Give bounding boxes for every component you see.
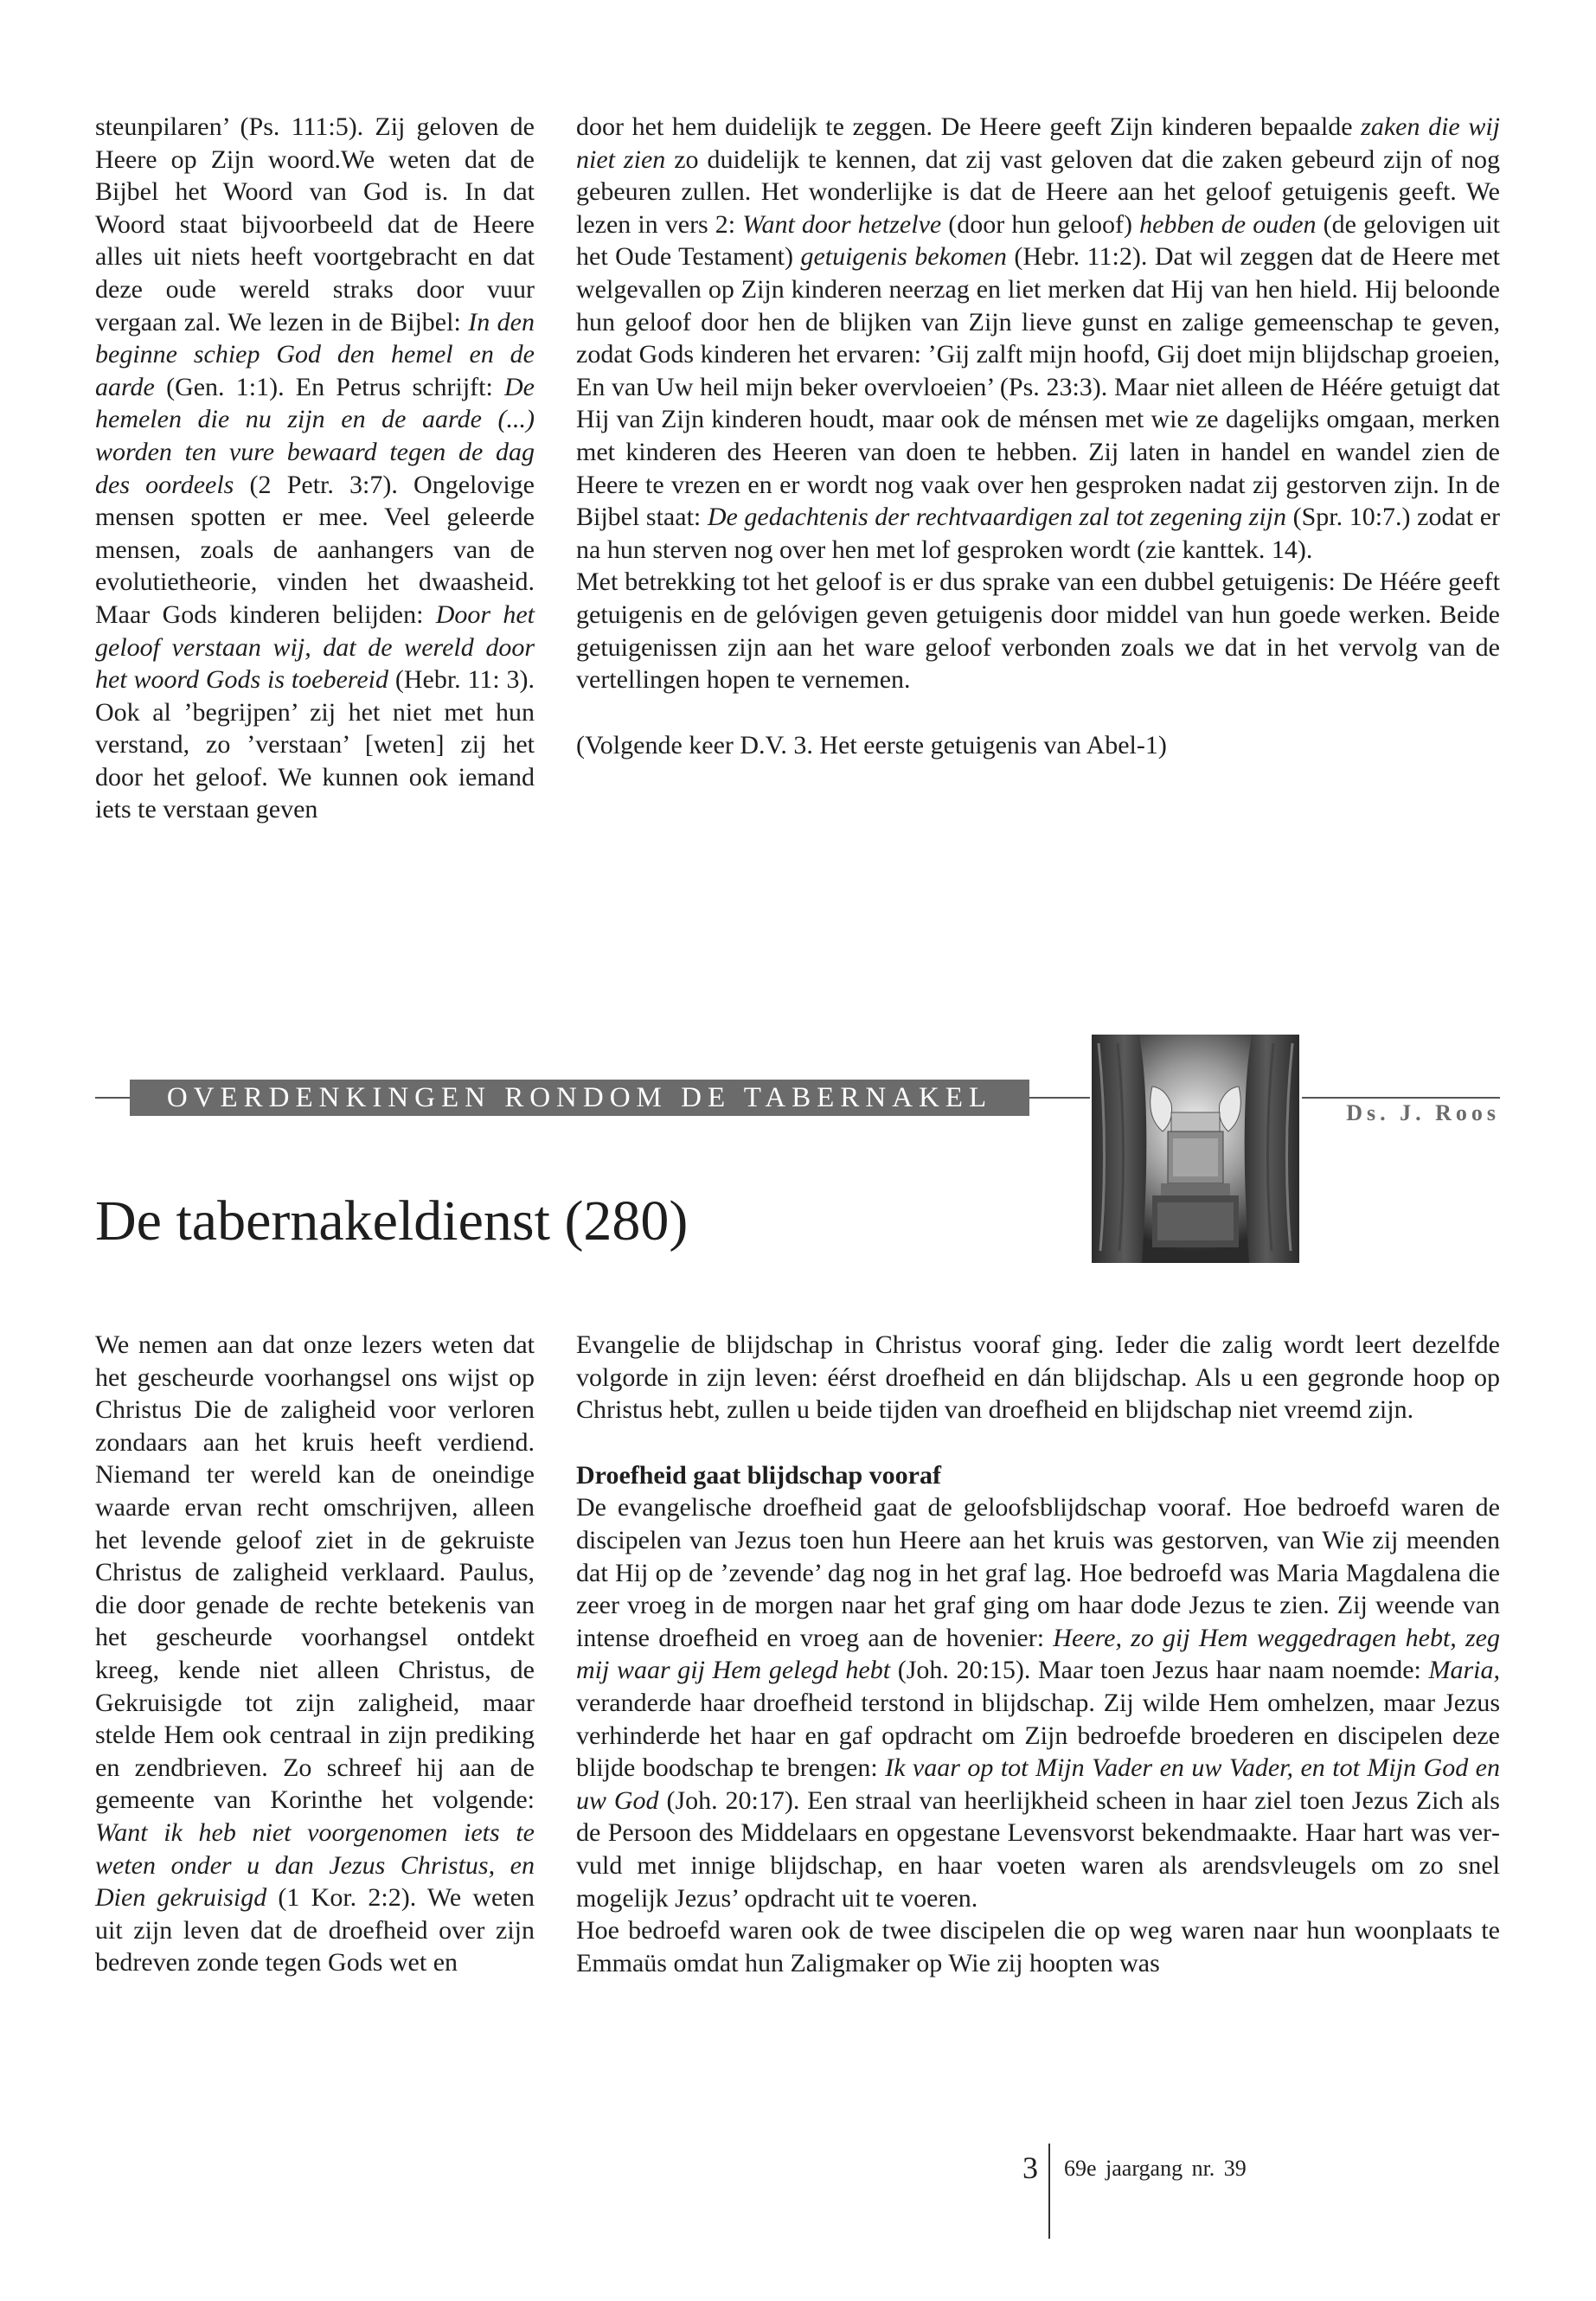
top-right-column <box>576 111 1500 761</box>
banner-rule <box>1029 1097 1090 1099</box>
text-run: door het hem duidelijk te zeggen. De Heere geeft Zijn kinderen bepaalde <box>576 112 1362 141</box>
italic-quote: In den beginne schiep God den hemel en de aarde <box>95 307 535 401</box>
text-run: (Joh. 20:15). Maar toen Jezus haar naam noemde: <box>890 1656 1429 1685</box>
article-right-column <box>576 1329 1500 1979</box>
paragraph <box>576 1914 1500 1979</box>
text-run: (Hebr. 11: 3). Ook al ’begrijpen’ zij het niet met hun verstand, zo ’verstaan’ [weten] zij het door het geloof. We kunnen ook iemand iets te verstaan geven <box>95 665 535 824</box>
italic-quote: Want door hetzelve <box>742 209 942 239</box>
author-name: Ds. J. Roos <box>1346 1100 1500 1125</box>
italic-quote: Heere, zo gij Hem weggedragen hebt, zeg mij waar gij Hem gelegd hebt <box>576 1623 1500 1685</box>
italic-quote: getuigenis bekomen <box>800 242 1007 272</box>
banner-rule <box>1302 1097 1500 1099</box>
text-run: steunpilaren’ (Ps. 111:5). Zij geloven de Heere op Zijn woord. <box>95 112 535 174</box>
text-run: veranderde haar droefheid terstond in blijdschap. Zij wilde Hem omhelzen, maar Jezus verhinderde het haar en gaf opdracht om Zijn bedroefde broederen en discipelen deze blijde boodschap te brengen: <box>576 1688 1500 1783</box>
article-title: De tabernakeldienst (280) <box>95 1189 689 1253</box>
paragraph <box>95 111 535 826</box>
italic-quote: De hemelen die nu zijn en de aarde (...) worden ten vure bewaard tegen de dag des oordeels <box>95 372 535 499</box>
paragraph <box>576 566 1500 695</box>
text-run: (Gen. 1:1). En Petrus schrijft: <box>154 372 505 401</box>
text-run: (2 Petr. 3:7). Ongelovige mensen spotten er mee. Veel geleerde mensen, zoals de aanhangers van de evolutietheorie, vinden het dwaasheid. Maar Gods kinderen belijden: <box>95 470 535 629</box>
section-subheading: Droefheid gaat blijdschap vooraf <box>576 1460 941 1490</box>
series-title: OVERDENKINGEN RONDOM DE TABERNAKEL <box>166 1082 993 1113</box>
next-time-note: (Volgende keer D.V. 3. Het eerste getuigenis van Abel-1) <box>576 730 1167 760</box>
text-run: Hoe bedroefd waren ook de twee discipelen die op weg waren naar hun woonplaats te Emmaüs omdat hun Zaligmaker op Wie zij hoopten was <box>576 1916 1500 1977</box>
page-number: 3 <box>1022 2150 1038 2185</box>
italic-quote: zaken die wij niet zien <box>576 112 1500 174</box>
text-run: We weten dat de Bijbel het Woord van God is. In dat Woord staat bijvoorbeeld dat de Heere alles uit niets heeft voortgebracht en dat deze oude wereld straks door vuur vergaan zal. We lezen in de Bijbel: <box>95 144 535 336</box>
footer-divider <box>1048 2144 1050 2239</box>
text-run: Evangelie de blijdschap in Christus vooraf ging. Ieder die zalig wordt leert dezelfde volgorde in zijn leven: éérst droefheid en dán blijdschap. Als u een gegronde hoop op Christus hebt, zullen u beide tijden van droefheid en blijdschap niet vreemd zijn. <box>576 1330 1500 1425</box>
top-left-column <box>95 111 535 826</box>
banner-rule <box>95 1097 130 1099</box>
text-run: zo duidelijk te kennen, dat zij vast geloven dat die zaken gebeurd zijn of nog gebeuren zullen. Het wonderlijke is dat de Heere aan het geloof getuigenis geeft. We lezen in vers 2: <box>576 144 1500 239</box>
paragraph <box>576 1491 1500 1914</box>
text-run: (Hebr. 11:2). Dat wil zeggen dat de Heere met welgevallen op Zijn kinderen neerzag en liet merken dat Hij van hen hield. Hij beloonde hun geloof door hen de blijken van Zijn lieve gunst en zalige gemeenschap te geven, zodat Gods kinderen het ervaren: ’Gij zalft mijn hoofd, Gij doet mijn blijdschap groeien, En van Uw heil mijn beker overvloeien’ (Ps. 23:3). Maar niet alleen de Héére getuigt dat Hij van Zijn kinderen houdt, maar ook de ménsen met wie ze dagelijks omgaan, merken met kinderen des Heeren van doen te hebben. Zij laten in handel en wandel zien de Heere te vrezen en er wordt nog vaak over hen gesproken nadat zij gestorven zijn. In de Bijbel staat: <box>576 242 1501 532</box>
paragraph <box>576 1329 1500 1426</box>
text-run: (1 Kor. 2:2). We weten uit zijn leven dat de droefheid over zijn bedreven zonde tegen Gods wet en <box>95 1883 535 1977</box>
article-left-column <box>95 1329 535 1979</box>
ark-of-the-covenant-photo <box>1092 1035 1299 1263</box>
italic-quote: Maria, <box>1428 1656 1500 1685</box>
italic-quote: hebben de ouden <box>1139 209 1317 239</box>
italic-quote: Door het geloof verstaan wij, dat de wereld door het woord Gods is toebereid <box>95 599 535 695</box>
text-run: We nemen aan dat onze lezers weten dat het gescheurde voorhangsel ons wijst op Christus Die de zaligheid voor verloren zondaars aan het kruis heeft verdiend. Niemand ter wereld kan de oneindige waarde ervan recht omschrijven, alleen het levende geloof ziet in de gekruiste Christus de zaligheid verklaard. Paulus, die door genade de rechte betekenis van het gescheurde voorhangsel ontdekt kreeg, kende niet alleen Christus, de Gekruisigde tot zijn zaligheid, maar stelde Hem ook centraal in zijn prediking en zendbrieven. Zo schreef hij aan de gemeente van Korinthe het volgende: <box>95 1330 535 1815</box>
italic-quote: Ik vaar op tot Mijn Vader en uw Vader, en tot Mijn God en uw God <box>576 1753 1500 1815</box>
paragraph <box>95 1329 535 1979</box>
spacer <box>576 696 1500 729</box>
text-run: De evangelische droefheid gaat de geloofsblijdschap vooraf. Hoe bedroefd waren de discipelen van Jezus toen hun Heere aan het kruis was gestorven, van Wie zij meenden dat Hij op de ’zevende’ dag nog in het graf lag. Hoe bedroefd was Maria Magdalena die zeer vroeg in de morgen naar het graf ging om haar dode Jezus te zien. Zij weende van intense droefheid en vroeg aan de hovenier: <box>576 1493 1500 1652</box>
italic-quote: Want ik heb niet voorgenomen iets te weten onder u dan Jezus Christus, en Dien gekruisigd <box>95 1817 535 1913</box>
text-run: (door hun geloof) <box>941 209 1140 239</box>
text-run: Met betrekking tot het geloof is er dus sprake van een dubbel getuigenis: De Héére geeft getuigenis en de gelóvigen geven getuigenis door middel van hun goede werken. Beide getuigenissen zijn aan het ware geloof verbonden zoals we dat in het vervolg van de vertellingen hopen te vernemen. <box>576 567 1500 695</box>
issue-info: 69e jaargang nr. 39 <box>1064 2156 1247 2181</box>
spacer <box>576 1426 1500 1459</box>
paragraph <box>576 111 1500 566</box>
italic-quote: De gedachtenis der rechtvaardigen zal tot zegening zijn <box>707 503 1287 532</box>
text-run: (de gelovigen uit het Oude Testament) <box>576 209 1500 272</box>
text-run: (Joh. 20:17). Een straal van heerlijkheid scheen in haar ziel toen Jezus Zich als de Persoon des Middelaars en opgestane Levensvorst bekendmaakte. Haar hart was vervuld met innige blijdschap, en haar voeten waren als arendsvleugels om zo snel mogelijk Jezus’ opdracht uit te voeren. <box>576 1785 1500 1913</box>
text-run: (Spr. 10:7.) zodat er na hun sterven nog over hen met lof gesproken wordt (zie kanttek. 14). <box>576 503 1501 564</box>
